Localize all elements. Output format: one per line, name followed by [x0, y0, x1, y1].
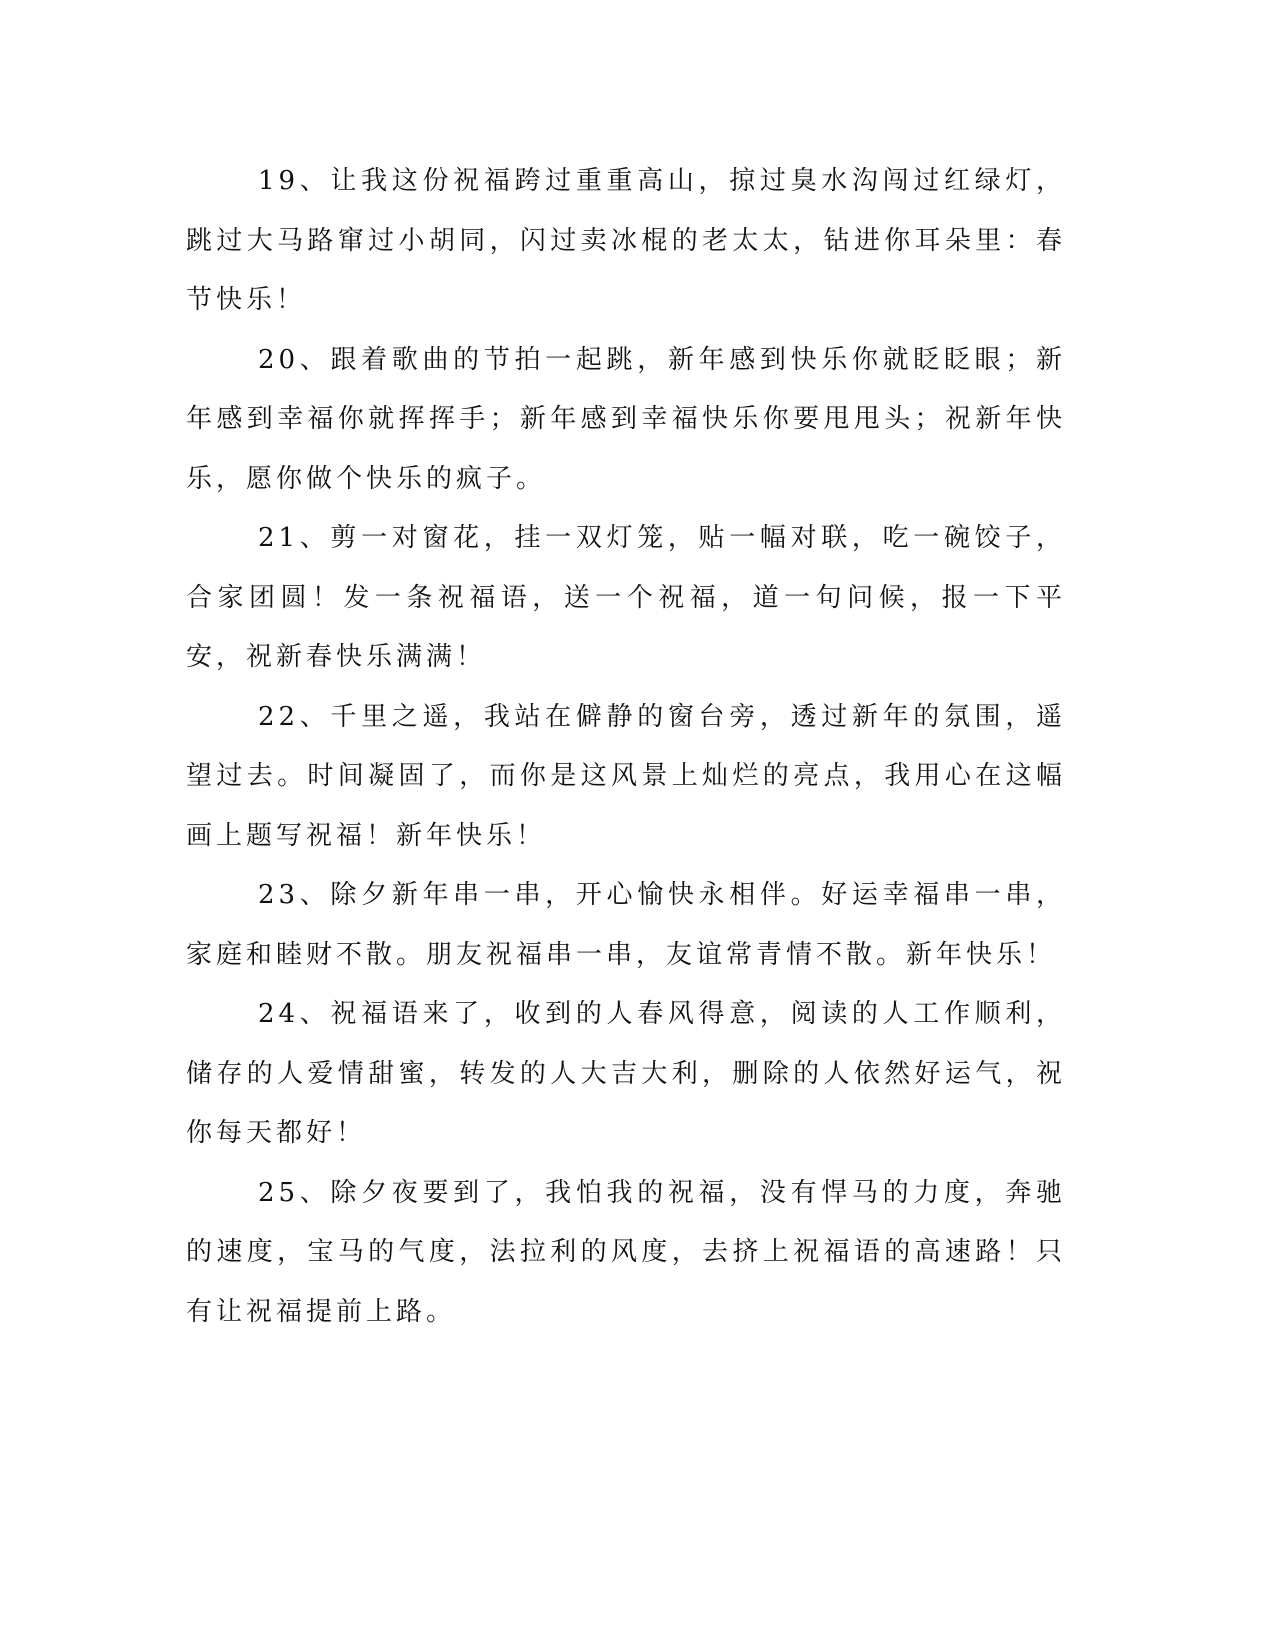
paragraph-21: 21、剪一对窗花，挂一双灯笼，贴一幅对联，吃一碗饺子，合家团圆！发一条祝福语，送一个祝福，道一句问候，报一下平安，祝新春快乐满满！ [186, 523, 1066, 672]
paragraph-20: 20、跟着歌曲的节拍一起跳，新年感到快乐你就眨眨眼；新年感到幸福你就挥挥手；新年感到幸福快乐你要甩甩头；祝新年快乐，愿你做个快乐的疯子。 [186, 344, 1066, 494]
paragraph-25: 25、除夕夜要到了，我怕我的祝福，没有悍马的力度，奔驰的速度，宝马的气度，法拉利的风度，去挤上祝福语的高速路！只有让祝福提前上路。 [186, 1177, 1066, 1327]
document-body [186, 152, 1066, 1342]
paragraph-24: 24、祝福语来了，收到的人春风得意，阅读的人工作顺利，储存的人爱情甜蜜，转发的人大吉大利，删除的人依然好运气，祝你每天都好！ [186, 999, 1066, 1148]
paragraph-22: 22、千里之遥，我站在僻静的窗台旁，透过新年的氛围，遥望过去。时间凝固了，而你是这风景上灿烂的亮点，我用心在这幅画上题写祝福！新年快乐！ [186, 701, 1066, 851]
paragraph-19: 19、让我这份祝福跨过重重高山，掠过臭水沟闯过红绿灯，跳过大马路窜过小胡同，闪过卖冰棍的老太太，钻进你耳朵里：春节快乐！ [186, 166, 1066, 315]
paragraph-23: 23、除夕新年串一串，开心愉快永相伴。好运幸福串一串，家庭和睦财不散。朋友祝福串一串，友谊常青情不散。新年快乐！ [186, 880, 1066, 970]
